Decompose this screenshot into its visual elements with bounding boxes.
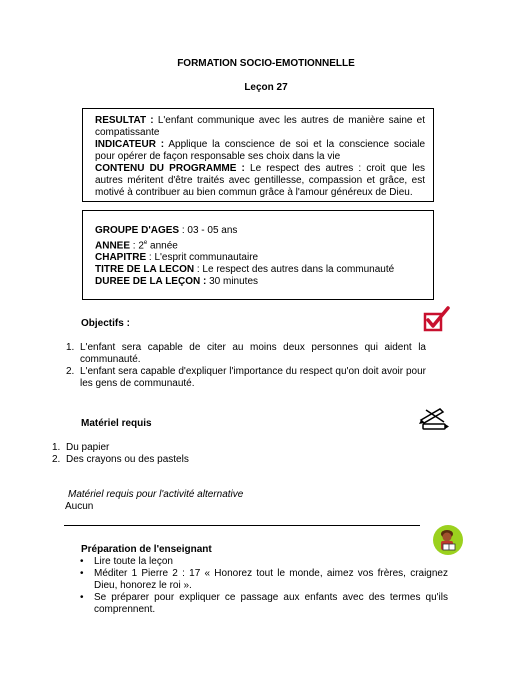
list-text: Lire toute la leçon [94, 556, 173, 567]
bullet: • [80, 568, 84, 579]
annee-sup: e [143, 240, 148, 246]
materiel-heading: Matériel requis [81, 418, 152, 429]
contenu-label: CONTENU DU PROGRAMME : [95, 163, 245, 174]
preparation-list [76, 556, 448, 616]
list-number: 1. [52, 442, 61, 453]
annee-label: ANNEE [95, 240, 131, 252]
indicateur-label: INDICATEUR : [95, 139, 165, 150]
chapitre-line [95, 252, 425, 264]
list-item [76, 556, 448, 568]
resultat-line [95, 115, 425, 139]
objectifs-list [66, 342, 426, 390]
titre-line [95, 264, 425, 276]
annee-text-post: année [147, 240, 178, 252]
list-item [52, 442, 352, 454]
annee-text: : 2 [132, 240, 144, 252]
lesson-info-box [82, 210, 434, 300]
list-text: Se préparer pour expliquer ce passage aux enfants avec des termes qu'ils comprennent. [94, 592, 448, 615]
chapitre-label: CHAPITRE [95, 252, 147, 264]
list-number: 1. [66, 342, 75, 353]
duree-text: 30 minutes [209, 276, 259, 288]
groupe-text: : 03 - 05 ans [181, 225, 238, 236]
titre-text: : Le respect des autres dans la communauté [196, 264, 395, 276]
pencil-crayon-icon [418, 406, 450, 432]
bullet: • [80, 592, 84, 603]
lesson-number: Leçon 27 [244, 82, 288, 93]
teacher-reading-icon [432, 524, 464, 556]
list-item [52, 454, 352, 466]
chapitre-text: : L'esprit communautaire [148, 252, 259, 264]
list-text: L'enfant sera capable de citer au moins deux personnes qui aident la communauté. [80, 342, 426, 365]
list-number: 2. [66, 366, 75, 377]
document-title: FORMATION SOCIO-EMOTIONNELLE [177, 58, 355, 69]
checkbox-check-icon [423, 306, 451, 332]
bullet: • [80, 556, 84, 567]
list-item [76, 592, 448, 616]
preparation-heading: Préparation de l'enseignant [81, 544, 212, 555]
list-text: L'enfant sera capable d'expliquer l'importance du respect qu'on doit avoir pour les gens de communauté. [80, 366, 426, 389]
contenu-line [95, 163, 425, 199]
resultat-text: L'enfant communique avec les autres de manière saine et compatissante [95, 115, 425, 138]
section-divider [64, 525, 420, 526]
outcome-box [82, 108, 434, 202]
materiel-list [52, 442, 352, 466]
groupe-label: GROUPE D'AGES [95, 225, 180, 236]
list-number: 2. [52, 454, 61, 465]
groupe-line [95, 225, 425, 237]
objectifs-heading: Objectifs : [81, 318, 130, 329]
list-text: Du papier [66, 442, 110, 453]
list-text: Méditer 1 Pierre 2 : 17 « Honorez tout le monde, aimez vos frères, craignez Dieu, honorez le roi ». [94, 568, 448, 591]
list-text: Des crayons ou des pastels [66, 454, 189, 465]
list-item [66, 342, 426, 366]
alt-material-value: Aucun [65, 501, 94, 512]
alt-material-heading: Matériel requis pour l'activité alternative [68, 489, 244, 500]
list-item [76, 568, 448, 592]
titre-label: TITRE DE LA LECON [95, 264, 195, 276]
duree-line [95, 276, 425, 288]
annee-line [95, 237, 425, 252]
resultat-label: RESULTAT : [95, 115, 154, 126]
duree-label: DUREE DE LA LEÇON : [95, 276, 207, 288]
contenu-text: Le respect des autres : croit que les autres méritent d'être traités avec gentillesse, compassion et grâce, est motivé à contribuer au bien commun grâce à l'amour généreux de Dieu. [95, 163, 426, 198]
list-item [66, 366, 426, 390]
indicateur-line [95, 139, 425, 163]
indicateur-text: Applique la conscience de soi et la conscience sociale pour opérer de façon responsable ses choix dans la vie [95, 139, 425, 162]
